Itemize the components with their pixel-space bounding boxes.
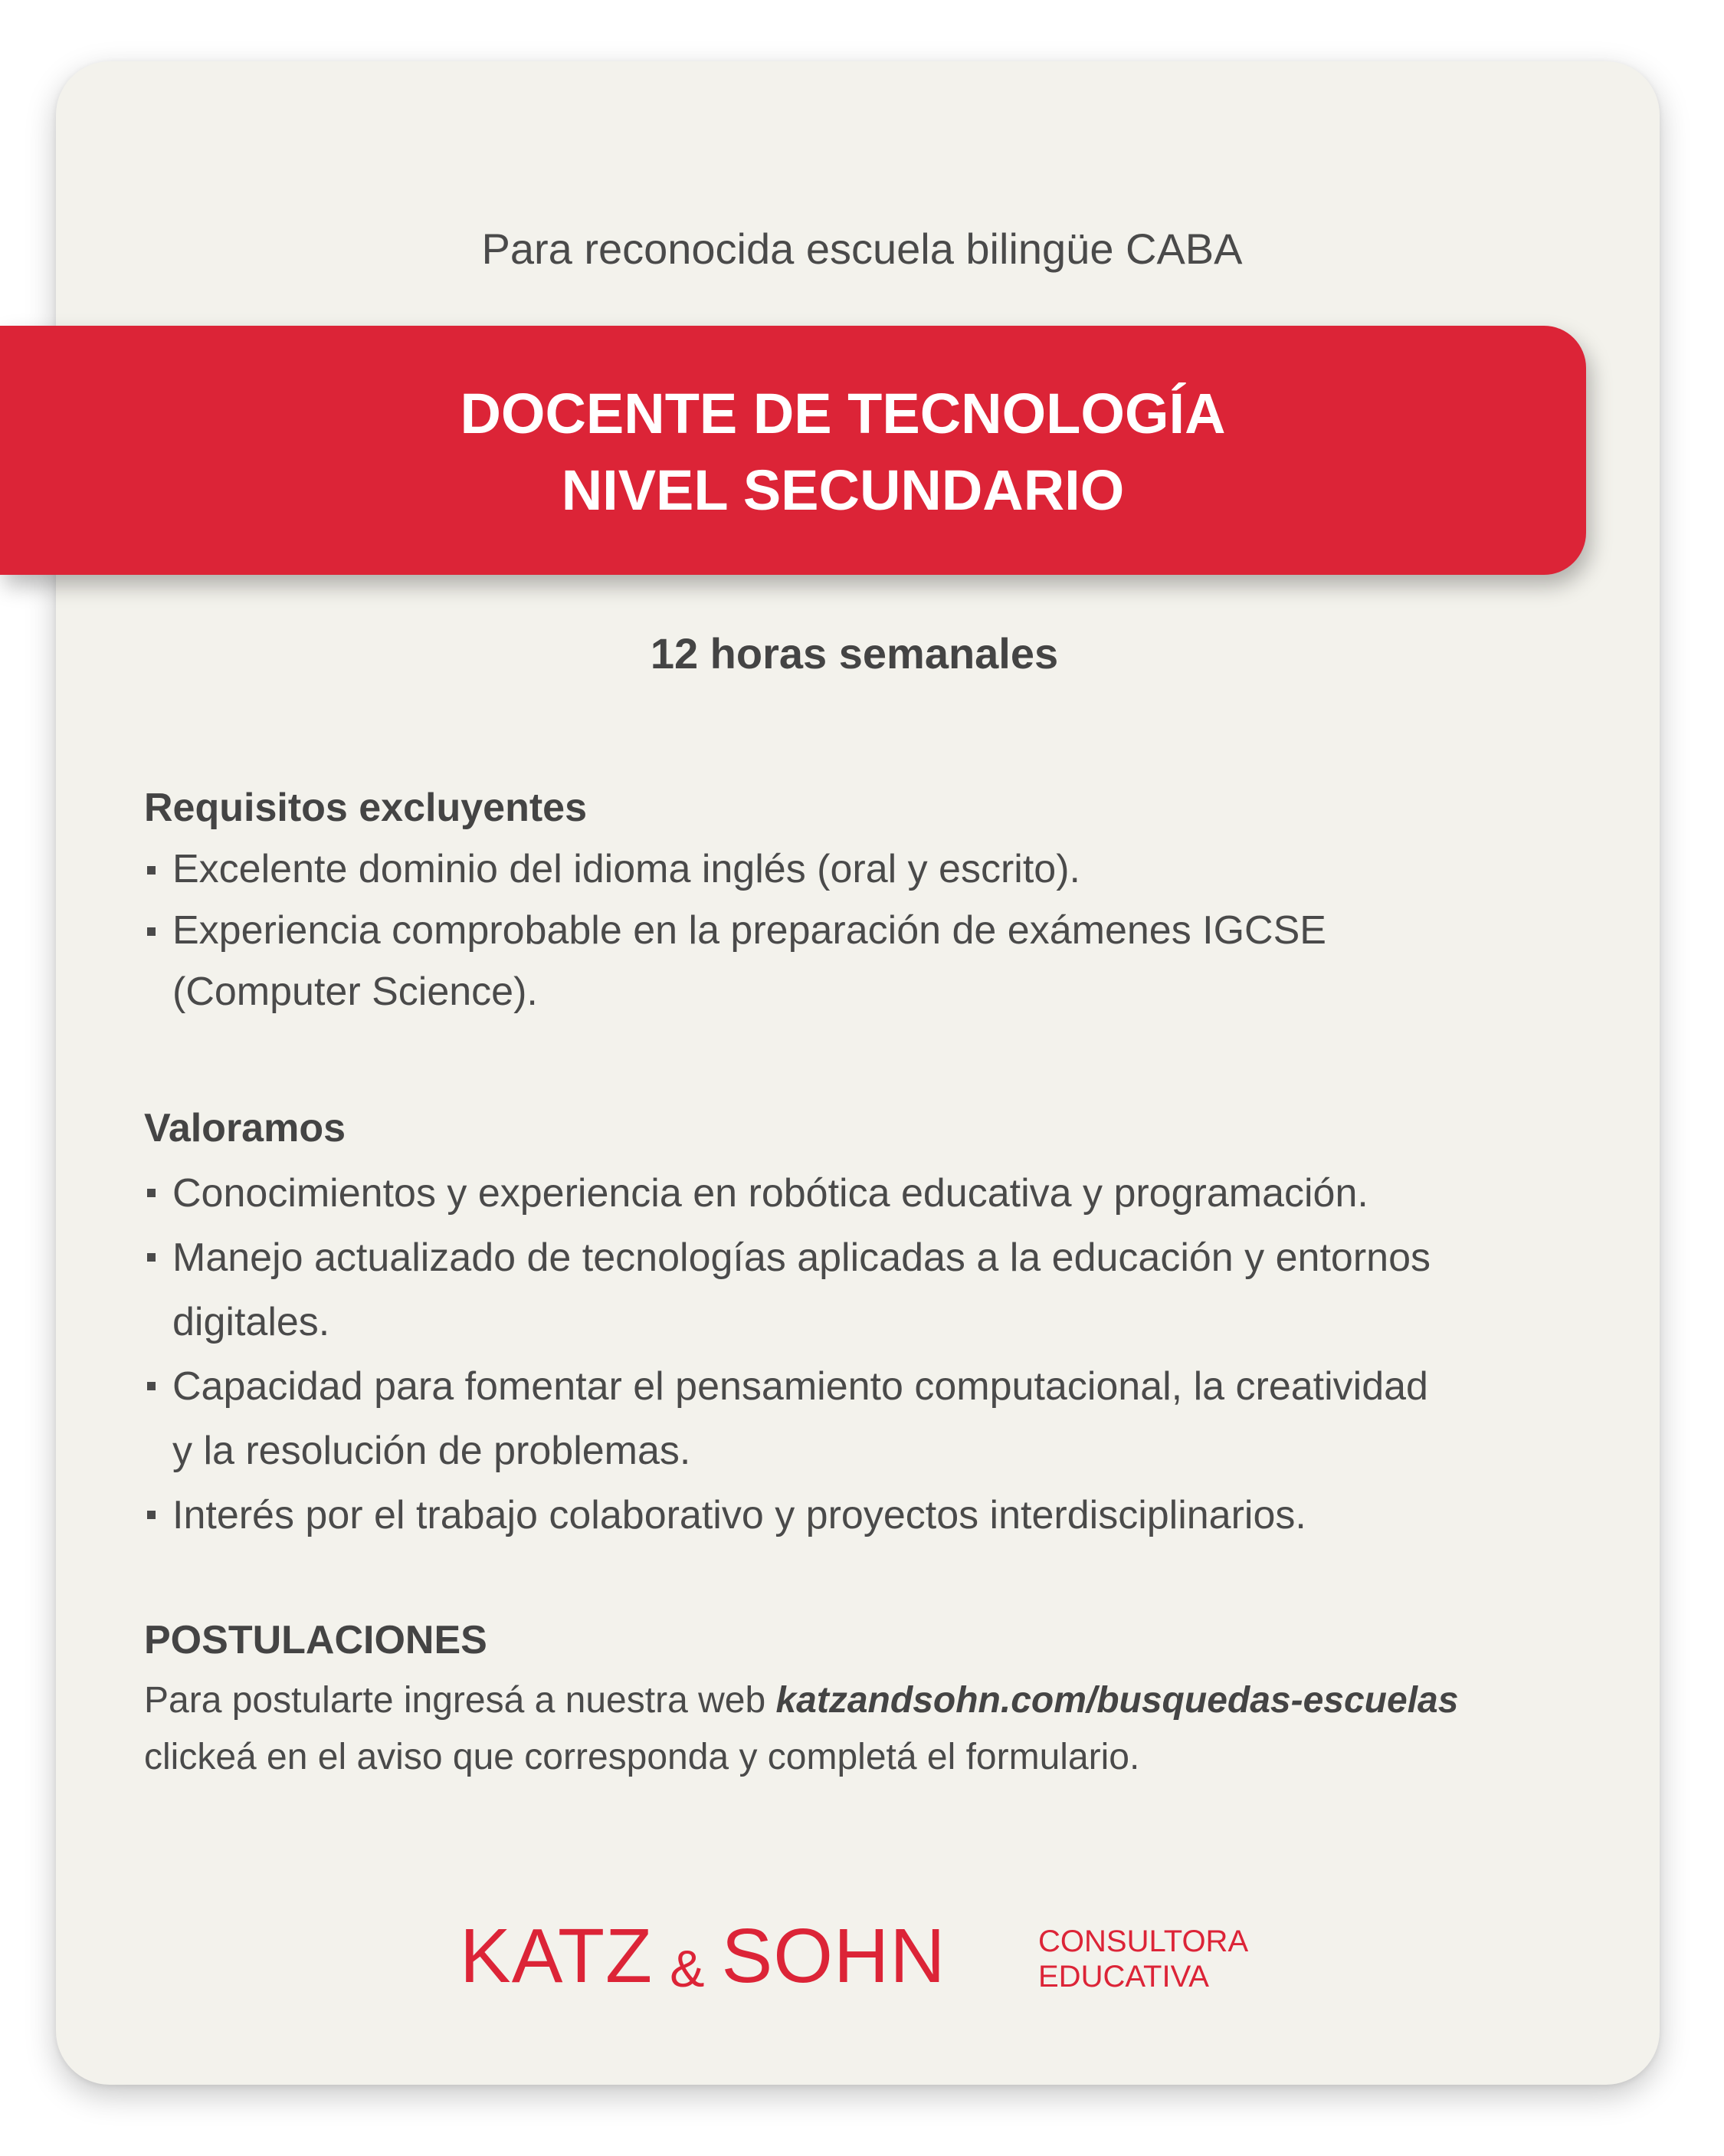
bullet-square-icon [147, 1511, 156, 1519]
list-item [144, 900, 1490, 1022]
list-item-text: Experiencia comprobable en la preparación de exámenes IGCSE (Computer Science). [172, 908, 1326, 1014]
list-item [144, 1483, 1552, 1547]
applications-text [144, 1672, 1638, 1786]
brand-tagline [1038, 1924, 1248, 1994]
list-item-text: Excelente dominio del idioma inglés (oral y escrito). [172, 847, 1080, 891]
title-banner [0, 326, 1586, 575]
bullet-square-icon [147, 927, 156, 936]
weekly-hours: 12 horas semanales [650, 629, 1059, 678]
brand-name-left: KATZ [460, 1913, 654, 1999]
job-title-line-2: NIVEL SECUNDARIO [561, 458, 1125, 522]
list-item [144, 1161, 1552, 1226]
requirements-heading: Requisitos excluyentes [144, 786, 587, 830]
applications-heading: POSTULACIONES [144, 1618, 487, 1662]
requirements-list [144, 838, 1600, 1022]
brand-name-right: SOHN [721, 1913, 946, 1999]
job-title-line-1: DOCENTE DE TECNOLOGÍA [460, 382, 1226, 445]
list-item [144, 1354, 1429, 1483]
applications-text-after: clickeá en el aviso que corresponda y completá el formulario. [144, 1737, 1140, 1777]
list-item [144, 1226, 1444, 1354]
brand-tagline-line-2: EDUCATIVA [1038, 1960, 1209, 1994]
list-item-text: Capacidad para fomentar el pensamiento computacional, la creatividad y la resolución de problemas. [172, 1364, 1428, 1473]
list-item [144, 838, 1398, 900]
brand-tagline-line-1: CONSULTORA [1038, 1925, 1249, 1958]
brand-logo [460, 1910, 946, 2002]
list-item-text: Interés por el trabajo colaborativo y proyectos interdisciplinarios. [172, 1493, 1306, 1537]
list-item-text: Manejo actualizado de tecnologías aplicadas a la educación y entornos digitales. [172, 1236, 1431, 1344]
bullet-square-icon [147, 866, 156, 875]
bullet-square-icon [147, 1382, 156, 1390]
applications-text-before: Para postularte ingresá a nuestra web [144, 1680, 776, 1721]
school-subtitle: Para reconocida escuela bilingüe CABA [481, 225, 1243, 273]
bullet-square-icon [147, 1189, 156, 1197]
valued-list [144, 1161, 1600, 1547]
brand-ampersand: & [670, 1940, 705, 1998]
valued-heading: Valoramos [144, 1106, 346, 1150]
bullet-square-icon [147, 1253, 156, 1262]
list-item-text: Conocimientos y experiencia en robótica educativa y programación. [172, 1171, 1368, 1216]
applications-url-link[interactable]: katzandsohn.com/busquedas-escuelas [775, 1680, 1459, 1721]
